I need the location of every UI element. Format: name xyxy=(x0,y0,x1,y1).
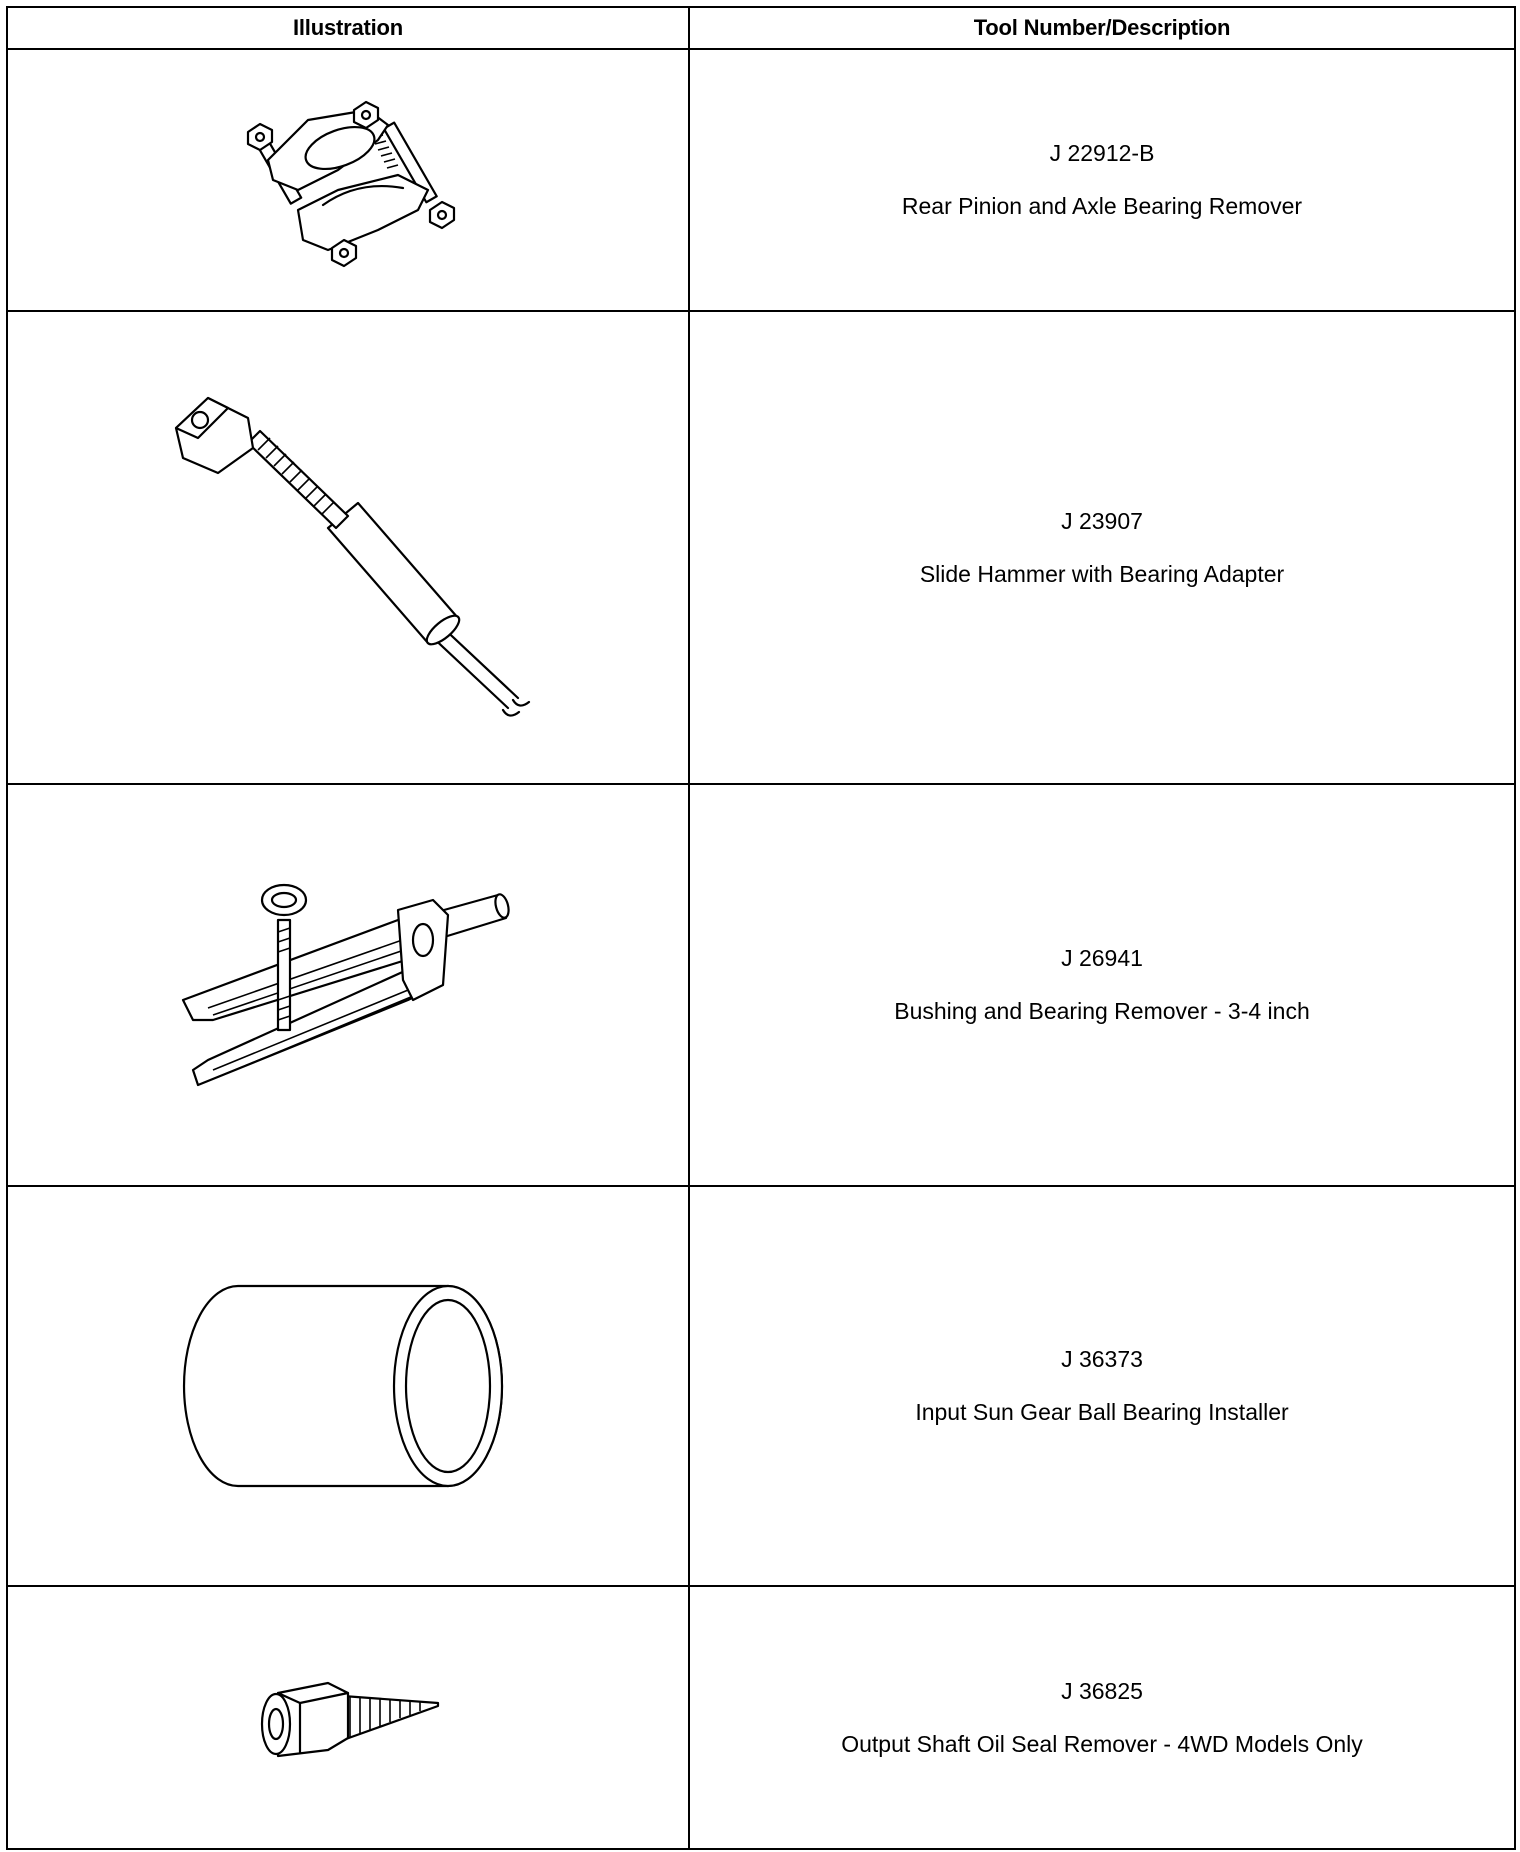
tool-number: J 36825 xyxy=(1061,1677,1143,1704)
table-row xyxy=(7,311,1515,784)
tool-description: Rear Pinion and Axle Bearing Remover xyxy=(901,193,1303,219)
tool-description-cell xyxy=(689,49,1515,311)
tool-description: Output Shaft Oil Seal Remover - 4WD Models Only xyxy=(841,1730,1363,1757)
table-row xyxy=(7,49,1515,311)
table-row xyxy=(7,1586,1515,1849)
seal-remover-icon xyxy=(248,1668,448,1768)
tool-description: Slide Hammer with Bearing Adapter xyxy=(919,560,1285,587)
tool-description-cell xyxy=(689,1186,1515,1586)
header-illustration: Illustration xyxy=(7,7,689,49)
illustration-cell xyxy=(7,49,689,311)
illustration-cell xyxy=(7,311,689,784)
illustration-cell xyxy=(7,1586,689,1849)
tool-description-cell xyxy=(689,784,1515,1186)
bearing-separator-icon xyxy=(228,80,468,280)
bushing-remover-icon xyxy=(168,870,528,1100)
illustration-cell xyxy=(7,1186,689,1586)
table-row xyxy=(7,1186,1515,1586)
table-header-row xyxy=(7,7,1515,49)
bearing-installer-icon xyxy=(178,1271,518,1501)
tool-description-cell xyxy=(689,311,1515,784)
tool-number: J 23907 xyxy=(1061,507,1143,534)
illustration-cell xyxy=(7,784,689,1186)
tool-number: J 26941 xyxy=(1061,945,1143,971)
header-tool-number-description: Tool Number/Description xyxy=(689,7,1515,49)
tool-description-cell xyxy=(689,1586,1515,1849)
slide-hammer-icon xyxy=(158,358,538,738)
tool-number: J 36373 xyxy=(1061,1346,1143,1372)
tool-description: Input Sun Gear Ball Bearing Installer xyxy=(915,1399,1289,1425)
tool-number: J 22912-B xyxy=(1049,140,1155,166)
tool-description: Bushing and Bearing Remover - 3-4 inch xyxy=(894,998,1310,1024)
special-tools-table xyxy=(6,6,1516,1850)
table-row xyxy=(7,784,1515,1186)
